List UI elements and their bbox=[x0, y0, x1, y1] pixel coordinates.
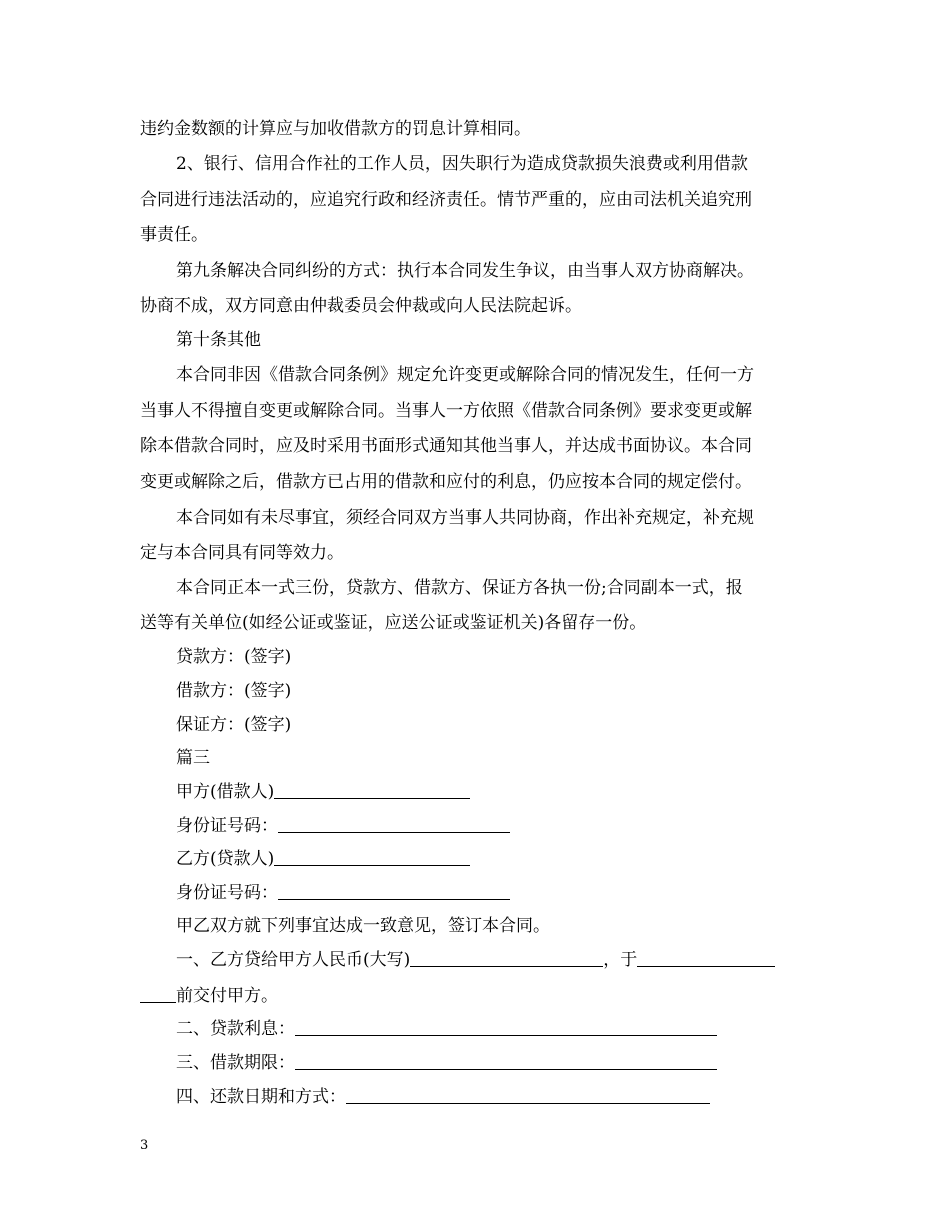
text-line: 当事人不得擅自变更或解除合同。当事人一方依照《借款合同条例》要求变更或解 bbox=[140, 401, 752, 421]
field-label: ，于 bbox=[603, 950, 638, 970]
text-line: 送等有关单位(如经公证或鉴证，应送公证或鉴证机关)各留存一份。 bbox=[140, 613, 647, 633]
fill-in-blank[interactable] bbox=[410, 950, 603, 967]
form-field-row bbox=[176, 882, 510, 904]
text-line: 2、银行、信用合作社的工作人员，因失职行为造成贷款损失浪费或利用借款 bbox=[176, 154, 748, 174]
form-field-row bbox=[176, 781, 470, 803]
fill-in-blank[interactable] bbox=[274, 782, 470, 799]
text-line: 本合同如有未尽事宜，须经合同双方当事人共同协商，作出补充规定，补充规 bbox=[176, 508, 754, 528]
fill-in-blank[interactable] bbox=[278, 816, 510, 833]
page-number: 3 bbox=[140, 1138, 149, 1153]
form-field-row bbox=[176, 1018, 717, 1040]
text-line: 甲乙双方就下列事宜达成一致意见，签订本合同。 bbox=[176, 916, 550, 936]
field-label: 甲方(借款人) bbox=[176, 782, 275, 802]
signature-line: 借款方：(签字) bbox=[176, 681, 292, 701]
field-label: 身份证号码： bbox=[176, 883, 278, 903]
text-line: 除本借款合同时，应及时采用书面形式通知其他当事人，并达成书面协议。本合同 bbox=[140, 436, 752, 456]
form-field-row bbox=[140, 985, 278, 1007]
form-field-row bbox=[176, 848, 470, 870]
section-heading: 第十条其他 bbox=[176, 330, 261, 350]
text-line: 本合同正本一式三份，贷款方、借款方、保证方各执一份;合同副本一式，报 bbox=[176, 578, 743, 598]
fill-in-blank[interactable] bbox=[637, 950, 775, 967]
fill-in-blank[interactable] bbox=[278, 883, 510, 900]
form-field-row bbox=[176, 1052, 717, 1074]
text-line: 定与本合同具有同等效力。 bbox=[140, 543, 344, 563]
fill-in-blank[interactable] bbox=[346, 1087, 710, 1104]
form-field-row bbox=[176, 949, 775, 971]
fill-in-blank[interactable] bbox=[295, 1019, 717, 1036]
text-line: 变更或解除之后，借款方已占用的借款和应付的利息，仍应按本合同的规定偿付。 bbox=[140, 472, 752, 492]
field-label: 二、贷款利息： bbox=[176, 1019, 295, 1039]
field-label: 身份证号码： bbox=[176, 816, 278, 836]
field-label: 乙方(贷款人) bbox=[176, 849, 275, 869]
text-line: 本合同非因《借款合同条例》规定允许变更或解除合同的情况发生，任何一方 bbox=[176, 365, 754, 385]
text-line: 合同进行违法活动的，应追究行政和经济责任。情节严重的，应由司法机关追究刑 bbox=[140, 190, 752, 210]
fill-in-blank[interactable] bbox=[274, 849, 470, 866]
text-line: 违约金数额的计算应与加收借款方的罚息计算相同。 bbox=[140, 119, 531, 139]
fill-in-blank[interactable] bbox=[140, 986, 176, 1003]
fill-in-blank[interactable] bbox=[295, 1053, 717, 1070]
field-label: 四、还款日期和方式： bbox=[176, 1087, 346, 1107]
text-line: 第九条解决合同纠纷的方式：执行本合同发生争议，由当事人双方协商解决。 bbox=[176, 261, 754, 281]
section-heading: 篇三 bbox=[176, 748, 210, 768]
field-label: 一、乙方贷给甲方人民币(大写) bbox=[176, 950, 411, 970]
field-label: 前交付甲方。 bbox=[176, 986, 278, 1006]
signature-line: 贷款方：(签字) bbox=[176, 647, 292, 667]
form-field-row bbox=[176, 1086, 710, 1108]
text-line: 协商不成，双方同意由仲裁委员会仲裁或向人民法院起诉。 bbox=[140, 296, 582, 316]
signature-line: 保证方：(签字) bbox=[176, 715, 292, 735]
form-field-row bbox=[176, 815, 510, 837]
text-line: 事责任。 bbox=[140, 225, 208, 245]
field-label: 三、借款期限： bbox=[176, 1053, 295, 1073]
